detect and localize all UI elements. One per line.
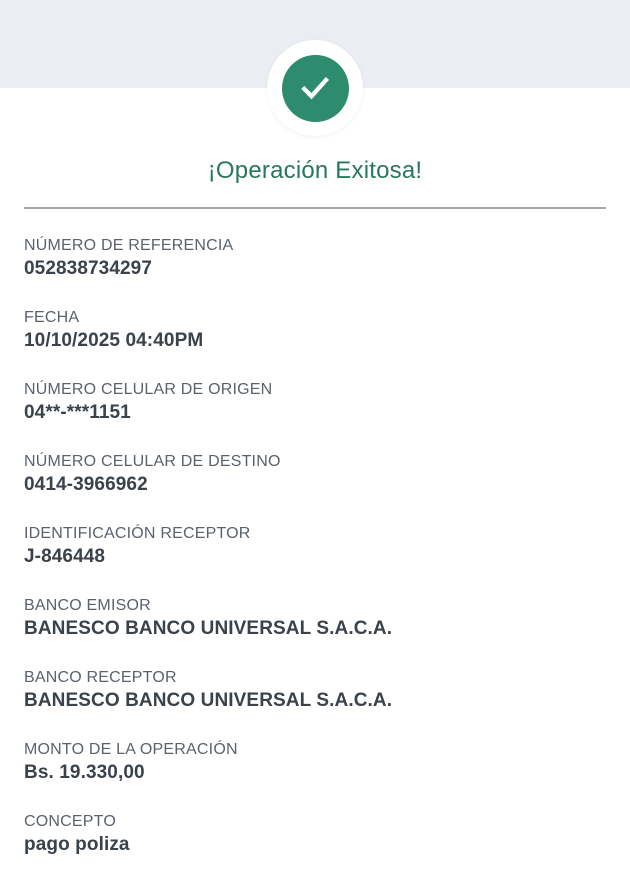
field-monto-de-la-operacion	[24, 740, 606, 786]
field-value: BANESCO BANCO UNIVERSAL S.A.C.A.	[24, 618, 393, 639]
field-value: 0414-3966962	[24, 474, 148, 495]
field-label: NÚMERO DE REFERENCIA	[24, 237, 234, 254]
field-banco-emisor	[24, 596, 606, 642]
field-identificacion-receptor	[24, 524, 606, 570]
field-fecha	[24, 308, 606, 354]
field-numero-celular-de-origen	[24, 380, 606, 426]
success-badge	[267, 40, 363, 136]
operation-success-title: ¡Operación Exitosa!	[207, 157, 423, 184]
field-numero-de-referencia	[24, 236, 606, 282]
field-value: 04**-***1151	[24, 402, 131, 423]
field-value: BANESCO BANCO UNIVERSAL S.A.C.A.	[24, 690, 393, 711]
field-label: MONTO DE LA OPERACIÓN	[24, 741, 238, 758]
field-value: 10/10/2025 04:40PM	[24, 330, 204, 351]
field-value: pago poliza	[24, 834, 130, 855]
field-label: NÚMERO CELULAR DE ORIGEN	[24, 381, 273, 398]
receipt-fields	[0, 209, 630, 858]
field-label: BANCO RECEPTOR	[24, 669, 177, 686]
field-concepto	[24, 812, 606, 858]
field-label: IDENTIFICACIÓN RECEPTOR	[24, 525, 251, 542]
field-label: FECHA	[24, 309, 80, 326]
field-value: Bs. 19.330,00	[24, 762, 145, 783]
field-numero-celular-de-destino	[24, 452, 606, 498]
field-label: CONCEPTO	[24, 813, 116, 830]
field-banco-receptor	[24, 668, 606, 714]
field-value: J-846448	[24, 546, 106, 567]
success-check-icon	[282, 55, 349, 122]
field-value: 052838734297	[24, 258, 153, 279]
field-label: NÚMERO CELULAR DE DESTINO	[24, 453, 281, 470]
field-label: BANCO EMISOR	[24, 597, 151, 614]
